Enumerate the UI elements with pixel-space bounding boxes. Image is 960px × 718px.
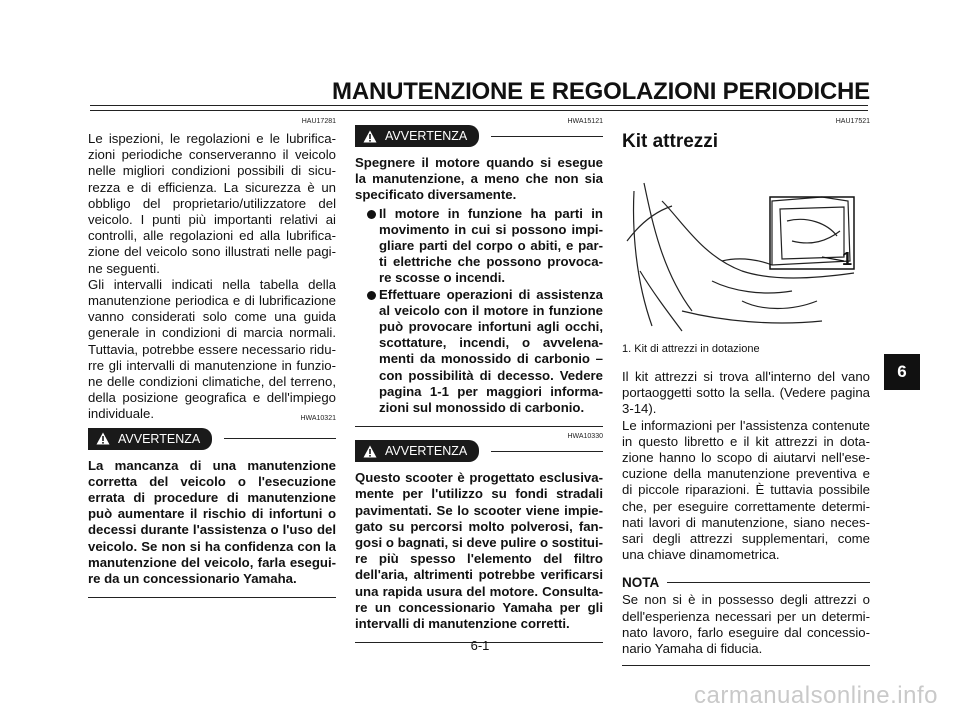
warning-text: Questo scooter è progettato esclusiva-mente per l'utilizzo su fondi stradali pavimentati. Se lo scooter viene impie-gato su percorsi molto polverosi, fan-gosi o bagnati, si deve pulire o sostitui-re più spesso l'elemento del filtro dell'aria, altrimenti potrebbe verificarsi una rapida usura del motore. Consulta-re un concessionario Yamaha per gli intervalli di manutenzione corretti.	[355, 470, 603, 632]
title-rule-bottom	[90, 110, 868, 111]
note-header	[622, 575, 870, 590]
warning-intro: Spegnere il motore quando si esegue la manutenzione, a meno che non sia specificato diversamente.	[355, 155, 603, 203]
warning-bullet: Effettuare operazioni di assistenza al veicolo con il motore in funzione può provocare infortuni agli occhi, scottature, incendi, o avvelena-menti da monossido di carbonio – con possibilità di decesso. Vedere pagina 1-1 per maggiori informa-zioni sul monossido di carbonio.	[355, 287, 603, 417]
warning-code: HWA10321	[300, 414, 336, 422]
column-right	[622, 118, 870, 666]
column-left	[88, 118, 336, 598]
warning-header	[355, 125, 603, 147]
warning-triangle-icon	[363, 130, 377, 143]
intervals-paragraph: Gli intervalli indicati nella tabella della manutenzione periodica e di lubrificazione vanno considerati solo come una guida generale in condizioni di marcia normali. Tuttavia, potrebbe essere necessario ridu-rre gli intervalli di manutenzione in funzio-ne delle condizioni climatiche, del terreno, della posizione geografica e dell'impiego individuale.	[88, 276, 336, 422]
warning-rule	[224, 438, 336, 439]
warning-code: HWA10330	[567, 433, 603, 441]
intro-paragraph: Le ispezioni, le regolazioni e le lubrifica-zioni periodiche conserveranno il veicolo nelle migliori condizioni possibili di sicu-rezza e di efficienza. La sicurezza è un obbligo del proprietario/utilizzatore del veicolo. I punti più importanti relativi ai controlli, alle regolazioni ed alla lubrifica-zione del veicolo sono illustrati nelle pagi-ne seguenti.	[88, 131, 336, 276]
warning-badge	[355, 440, 479, 462]
location-paragraph: Il kit attrezzi si trova all'interno del vano portaoggetti sotto la sella. (Vedere pagina 3-14).	[622, 369, 870, 417]
warning-label: AVVERTENZA	[385, 129, 468, 143]
section-heading: Kit attrezzi	[622, 131, 719, 152]
title-rule-top	[90, 105, 868, 106]
scooter-storage-drawing	[622, 161, 870, 339]
warning-header	[88, 428, 336, 450]
warning-label: AVVERTENZA	[385, 444, 468, 459]
section-code: HAU17281	[301, 118, 336, 125]
toolkit-illustration	[622, 161, 870, 339]
warning-end-rule	[355, 426, 603, 427]
note-end-rule	[622, 665, 870, 666]
warning-end-rule	[88, 597, 336, 598]
warning-header	[355, 440, 603, 462]
column-middle	[355, 118, 603, 643]
warning-bullet: Il motore in funzione ha parti in movimento in cui si possono impi-gliare parti del corpo o abiti, e par-ti elettriche che possono provoca-re scosse o incendi.	[355, 206, 603, 287]
info-paragraph: Le informazioni per l'assistenza contenute in questo libretto e il kit attrezzi in dota-zione hanno lo scopo di aiutarvi nell'ese-cuzione della manutenzione preventiva e di piccole riparazioni. È tuttavia possibile che, per eseguire correttamente determi-nati lavori di manutenzione, siano neces-sari degli attrezzi supplementari, come una chiave dinamometrica.	[622, 417, 870, 563]
warning-badge	[88, 428, 212, 450]
warning-rule	[491, 451, 603, 452]
warning-badge	[355, 125, 479, 147]
warning-code: HWA15121	[567, 118, 603, 125]
warning-triangle-icon	[96, 432, 110, 445]
warning-rule	[491, 136, 603, 137]
warning-label: AVVERTENZA	[118, 431, 201, 446]
chapter-tab: 6	[884, 354, 920, 390]
page-number: 6-1	[470, 638, 490, 653]
watermark: carmanualsonline.info	[694, 682, 938, 709]
warning-text: La mancanza di una manutenzione corretta del veicolo o l'esecuzione errata di procedure di manutenzione può aumentare il rischio di infortuni o decessi durante l'assistenza o l'uso del veicolo. Se non si ha confidenza con la manutenzione del veicolo, farla esegui-re da un concessionario Yamaha.	[88, 457, 336, 587]
figure-callout-number: 1	[842, 249, 853, 269]
note-rule	[667, 582, 870, 583]
warning-triangle-icon	[363, 445, 377, 458]
note-label: NOTA	[622, 575, 660, 591]
note-text: Se non si è in possesso degli attrezzi o dell'esperienza necessari per un determi-nato lavoro, farlo eseguire dal concessio-nario Yamaha di fiducia.	[622, 592, 870, 657]
section-code: HAU17521	[835, 118, 870, 125]
warning-bullet-list	[355, 206, 603, 417]
figure-caption: 1. Kit di attrezzi in dotazione	[622, 343, 760, 355]
page-title: MANUTENZIONE E REGOLAZIONI PERIODICHE	[332, 78, 870, 105]
